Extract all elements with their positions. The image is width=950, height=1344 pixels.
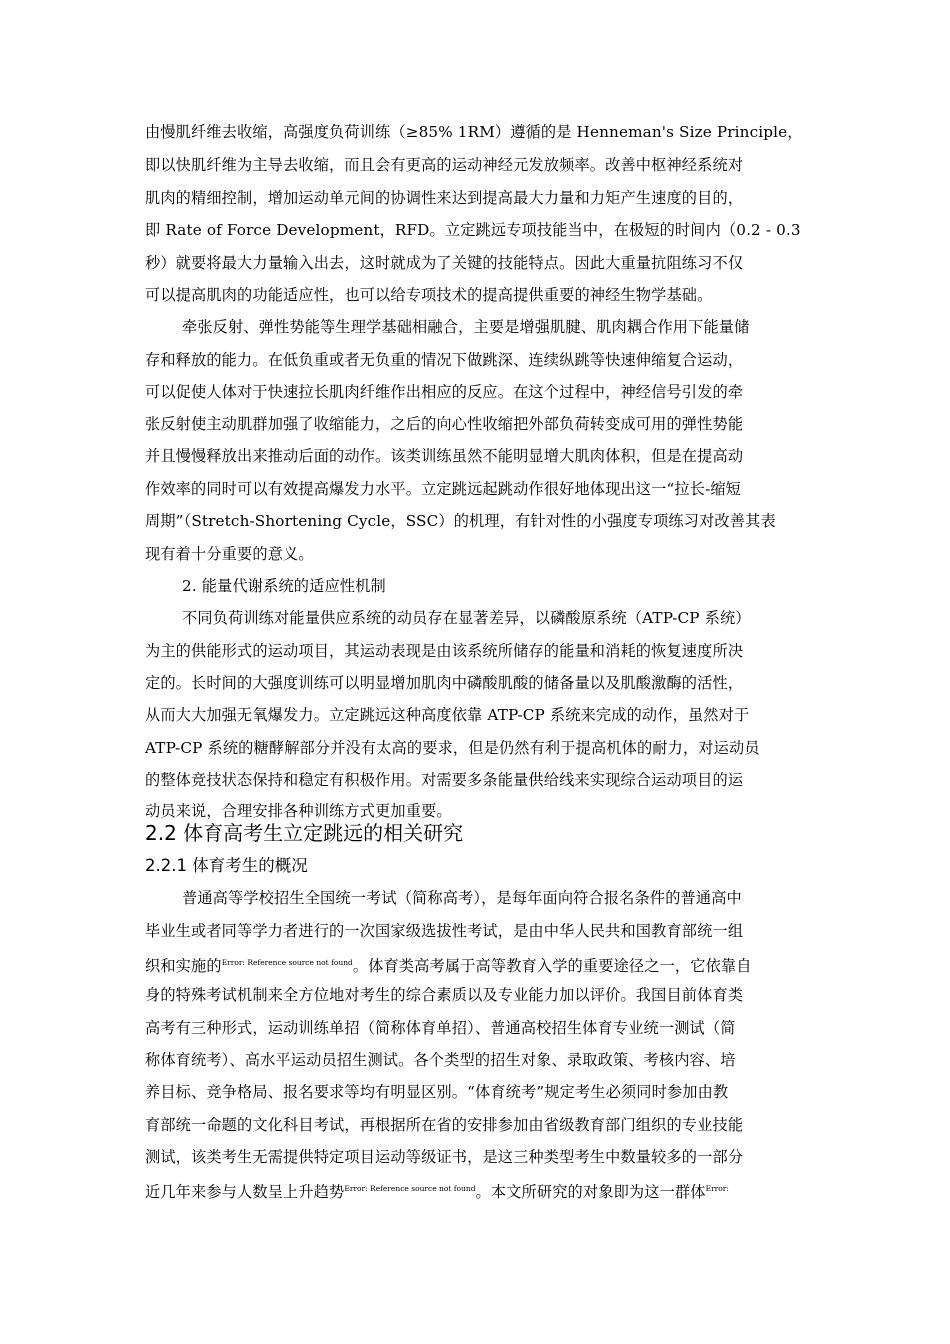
body-text-line: 定的。长时间的大强度训练可以明显增加肌肉中磷酸肌酸的储备量以及肌酸激酶的活性， [145, 674, 744, 692]
body-text-line: ATP-CP 系统的糖酵解部分并没有太高的要求，但是仍然有利于提高机体的耐力，对运动员 [145, 739, 760, 757]
body-text-line: 称体育统考）、高水平运动员招生测试。各个类型的招生对象、录取政策、考核内容、培 [145, 1051, 736, 1069]
body-text-line: 身的特殊考试机制来全方位地对考生的综合素质以及专业能力加以评价。我国目前体育类 [145, 986, 744, 1004]
section-heading: 2.2 体育高考生立定跳远的相关研究 [145, 821, 464, 845]
reference-error: Error: [705, 1184, 729, 1193]
body-text-line: 即 Rate of Force Development，RFD。立定跳远专项技能当中，在极短的时间内（0.2 - 0.3 [145, 221, 801, 239]
body-text-line: 的整体竞技状态保持和稳定有积极作用。对需要多条能量供给线来实现综合运动项目的运 [145, 771, 744, 789]
numbered-subheading: 2. 能量代谢系统的适应性机制 [182, 577, 386, 595]
reference-error: Error: Reference source not found [221, 958, 353, 967]
body-text-line: 动员来说，合理安排各种训练方式更加重要。 [145, 802, 452, 820]
body-text-line: 为主的供能形式的运动项目，其运动表现是由该系统所储存的能量和消耗的恢复速度所决 [145, 642, 744, 660]
body-text-segment: 。体育类高考属于高等教育入学的重要途径之一，它依靠自 [352, 957, 752, 975]
body-text-line: 存和释放的能力。在低负重或者无负重的情况下做跳深、连续纵跳等快速伸缩复合运动， [145, 351, 744, 369]
body-text-line: 可以提高肌肉的功能适应性，也可以给专项技术的提高提供重要的神经生物学基础。 [145, 286, 713, 304]
body-text-line: 并且慢慢释放出来推动后面的动作。该类训练虽然不能明显增大肌肉体积，但是在提高动 [145, 447, 744, 465]
body-text-line: 即以快肌纤维为主导去收缩，而且会有更高的运动神经元发放频率。改善中枢神经系统对 [145, 156, 744, 174]
body-text-line: 从而大大加强无氧爆发力。立定跳远这种高度依靠 ATP-CP 系统来完成的动作，虽然对于 [145, 706, 750, 724]
body-text-line: 可以促使人体对于快速拉长肌肉纤维作出相应的反应。在这个过程中，神经信号引发的牵 [145, 383, 744, 401]
body-text-line: 高考有三种形式，运动训练单招（简称体育单招）、普通高校招生体育专业统一测试（简 [145, 1019, 736, 1037]
body-text-line: 现有着十分重要的意义。 [145, 545, 314, 563]
body-text-line: 牵张反射、弹性势能等生理学基础相融合，主要是增强肌腱、肌肉耦合作用下能量储 [182, 318, 750, 336]
body-text-line: 秒）就要将最大力量输入出去，这时就成为了关键的技能特点。因此大重量抗阻练习不仅 [145, 254, 744, 272]
body-text-segment: 。本文所研究的对象即为这一群体 [475, 1183, 706, 1201]
body-text-line [145, 1179, 729, 1202]
body-text-line: 张反射使主动肌群加强了收缩能力，之后的向心性收缩把外部负荷转变成可用的弹性势能 [145, 415, 744, 433]
subsection-heading: 2.2.1 体育考生的概况 [145, 856, 308, 875]
body-text-line: 不同负荷训练对能量供应系统的动员存在显著差异，以磷酸原系统（ATP-CP 系统） [182, 609, 751, 627]
body-text-line [145, 953, 752, 976]
reference-error: Error: Reference source not found [344, 1184, 476, 1193]
body-text-line: 作效率的同时可以有效提高爆发力水平。立定跳远起跳动作很好地体现出这一“拉长-缩短 [145, 480, 742, 498]
body-text-line: 育部统一命题的文化科目考试，再根据所在省的安排参加由省级教育部门组织的专业技能 [145, 1116, 744, 1134]
body-text-line: 毕业生或者同等学力者进行的一次国家级选拔性考试，是由中华人民共和国教育部统一组 [145, 922, 744, 940]
body-text-line: 周期”（Stretch-Shortening Cycle，SSC）的机理，有针对性的小强度专项练习对改善其表 [145, 512, 776, 530]
body-text-segment: 织和实施的 [145, 957, 222, 975]
body-text-line: 肌肉的精细控制，增加运动单元间的协调性来达到提高最大力量和力矩产生速度的目的， [145, 189, 744, 207]
body-text-line: 普通高等学校招生全国统一考试（简称高考），是每年面向符合报名条件的普通高中 [182, 889, 742, 907]
body-text-segment: 近几年来参与人数呈上升趋势 [145, 1183, 345, 1201]
body-text-line: 养目标、竞争格局、报名要求等均有明显区别。“体育统考”规定考生必须同时参加由教 [145, 1083, 729, 1101]
body-text-line: 由慢肌纤维去收缩，高强度负荷训练（≥85% 1RM）遵循的是 Henneman's Size Principle， [145, 123, 803, 141]
body-text-line: 测试，该类考生无需提供特定项目运动等级证书，是这三种类型考生中数量较多的一部分 [145, 1148, 744, 1166]
